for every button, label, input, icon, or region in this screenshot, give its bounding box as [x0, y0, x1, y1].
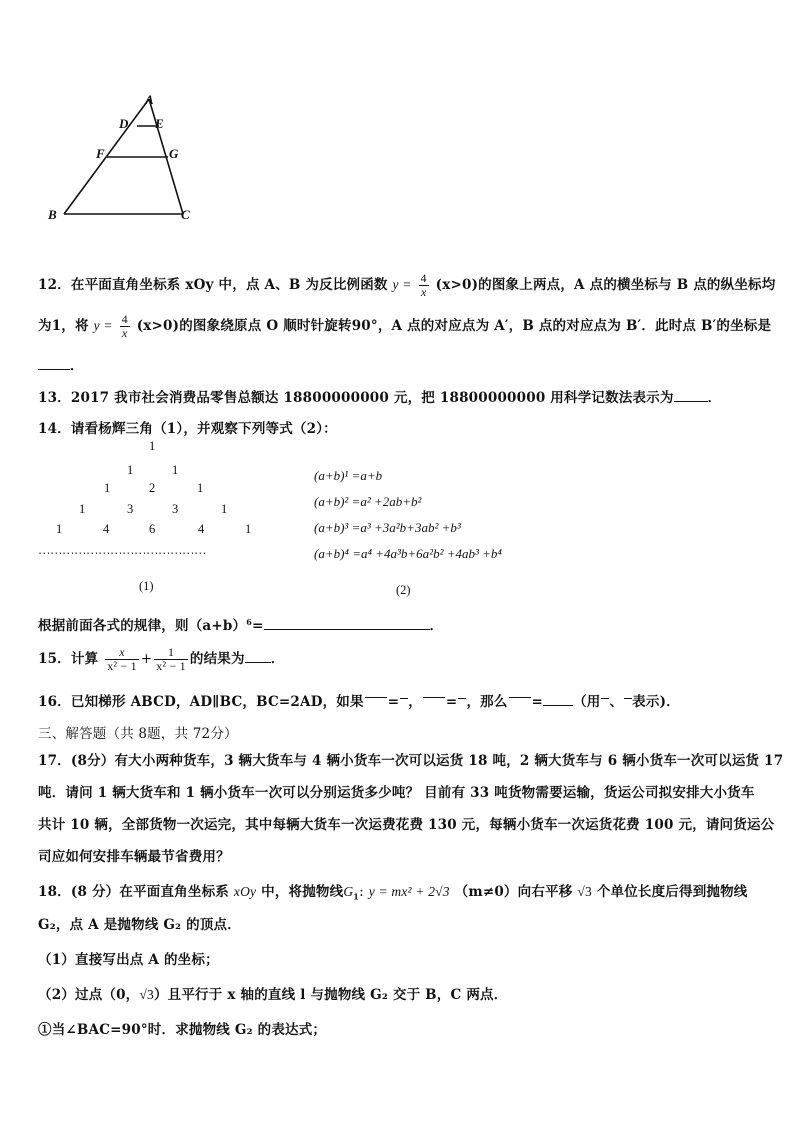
equation-2: (a+b)² =a² +2ab+b²: [314, 494, 422, 509]
pascal-cell: 1: [104, 481, 111, 495]
pascal-cell: 1: [56, 522, 63, 536]
pascal-dots: ……………………………………: [38, 543, 206, 557]
q15-suffix: 的结果为: [189, 651, 245, 667]
equation-3: (a+b)³ =a³ +3a²b+3ab² +b³: [314, 520, 461, 535]
q18-sub-1: （1）直接写出点 A 的坐标；: [38, 952, 219, 968]
pascal-cell: 1: [149, 439, 156, 453]
q12-line1: [38, 272, 775, 299]
pascal-cell: 1: [245, 522, 252, 536]
q12-text-d: (x>0)的图象绕原点 O 顺时针旋转90°，A 点的对应点为 A′，B 点的对应点为 B′．此时点 B′的坐标是: [136, 318, 772, 334]
q12-frac1-num: 4: [420, 271, 427, 285]
q15-end: ．: [270, 651, 285, 667]
q17-line-2: 吨．请问 1 辆大货车和 1 辆小货车一次可以分别运货多少吨？ 目前有 33 吨货物需要运输，货运公司拟安排大小货车: [38, 785, 755, 801]
q16-suffix2: 表示)．: [632, 694, 680, 710]
q16-prefix: 16．已知梯形 ABCD，AD∥BC，BC=2AD，如果: [38, 694, 364, 710]
q14-line: [38, 417, 337, 437]
q14-exponent: 6: [246, 617, 252, 627]
pascal-cell: 3: [172, 502, 179, 516]
q18-g1: G: [343, 884, 354, 899]
q18-shift: √3: [577, 884, 592, 899]
q12-line3: [38, 354, 84, 374]
q15-f1-den: x² − 1: [107, 659, 137, 673]
q15-plus: +: [140, 651, 153, 667]
q12-func-y: y =: [392, 277, 412, 292]
q18-xoy: xOy: [233, 884, 257, 899]
q14-question: [38, 614, 443, 634]
label-f: F: [96, 146, 105, 161]
vector-b-box-2: [624, 698, 632, 708]
q16-sep2: 、: [609, 694, 624, 710]
label-c: C: [181, 207, 190, 222]
q16-line: [38, 690, 680, 710]
equation-4: (a+b)⁴ =a⁴ +4a³b+6a²b² +4ab³ +b⁴: [314, 546, 502, 561]
q14-equals: =: [251, 618, 264, 634]
q17-line-4: 司应如何安排车辆最节省费用？: [38, 849, 230, 865]
q12-fraction-1: [419, 272, 429, 299]
q12-frac2-den: x: [121, 326, 128, 340]
q18-sub-2: [38, 983, 507, 1003]
q18-condition: （m≠0）向右平移: [454, 884, 573, 900]
label-e: E: [155, 116, 164, 131]
vector-cd-box: [509, 697, 531, 708]
q12-end: ．: [70, 358, 84, 374]
q12-text-c: 为1，将: [38, 318, 89, 334]
q14-answer-blank[interactable]: [264, 617, 430, 630]
triangle-figure: [40, 90, 210, 230]
q15-line: [38, 646, 284, 673]
q16-eq1: =: [387, 694, 400, 710]
q12-text-a: 12．在平面直角坐标系 xOy 中，点 A、B 为反比例函数: [38, 277, 388, 293]
q18-equation: y = mx² + 2√3: [368, 884, 450, 899]
equation-1: (a+b)¹ =a+b: [314, 468, 383, 483]
q14-question-text: 根据前面各式的规律，则（a+b）: [38, 618, 247, 634]
q17-line-1: 17．(8分）有大小两种货车，3 辆大货车与 4 辆小货车一次可以运货 18 吨，2 辆大货车与 6 辆小货车一次可以运货 17: [38, 753, 784, 769]
q15-answer-blank[interactable]: [245, 650, 271, 663]
q12-answer-blank[interactable]: [38, 357, 70, 370]
vector-ad-box: [365, 697, 387, 708]
q16-mid: ，那么: [466, 694, 508, 710]
q18-line-2: G₂，点 A 是抛物线 G₂ 的顶点．: [38, 917, 241, 933]
pascal-cell: 1: [221, 502, 228, 516]
q18-text-b: 中，将抛物线: [261, 884, 344, 900]
q15-f2-den: x² − 1: [156, 659, 186, 673]
q13-end: ．: [707, 390, 722, 406]
label-a: A: [145, 92, 154, 107]
q14-end: ．: [429, 618, 444, 634]
q16-eq3: =: [531, 694, 544, 710]
q18-sub2-root: √3: [139, 987, 154, 1002]
q13-text: 13．2017 我市社会消费品零售总额达 18800000000 元，把 18800000000 用科学记数法表示为: [38, 390, 674, 406]
q13-line: [38, 386, 721, 406]
q17-line-3: 共计 10 辆，全部货物一次运完，其中每辆大货车一次运费花费 130 元，每辆小货车一次运货花费 100 元，请问货运公: [38, 817, 775, 833]
q12-func-y-2: y =: [93, 318, 113, 333]
pascal-cell: 1: [197, 481, 204, 495]
q15-fraction-2: [154, 646, 188, 673]
q12-frac1-den: x: [420, 285, 427, 299]
section-title: 三、解答题（共 8题，共 72分）: [38, 726, 238, 742]
q12-line2: [38, 313, 771, 340]
label-g: G: [169, 146, 179, 161]
q18-line-1: 18．(8 分）在平面直角坐标系 xOy 中，将抛物线$G_1$: y = mx² + 2√3 （m≠0）向右平移 √3 个单位长度后得到抛物线: [38, 884, 748, 902]
pascal-cell: 3: [127, 502, 134, 516]
q18-sub2-a: （2）过点（0，: [38, 987, 140, 1003]
pascal-cell: 2: [149, 481, 156, 495]
caption-1: (1): [139, 579, 154, 593]
q12-text-b: (x>0)的图象上两点，A 点的横坐标与 B 点的纵坐标均: [435, 277, 776, 293]
q16-answer-blank[interactable]: [543, 693, 573, 706]
label-b: B: [48, 207, 57, 222]
q12-fraction-2: [120, 313, 130, 340]
q16-sep: ，: [408, 694, 422, 710]
q15-f1-num: x: [105, 646, 139, 660]
q16-suffix: （用: [573, 694, 601, 710]
q18-text-a: 18．(8 分）在平面直角坐标系: [38, 884, 229, 900]
caption-2: (2): [396, 583, 411, 597]
q16-eq2: =: [445, 694, 458, 710]
q12-frac2-num: 4: [121, 312, 128, 326]
pascal-cell: 1: [79, 502, 86, 516]
label-d: D: [119, 116, 129, 131]
pascal-cell: 4: [103, 522, 110, 536]
pascal-cell: 1: [127, 463, 134, 477]
q15-f2-num: 1: [154, 646, 188, 660]
q18-sub2-b: ）且平行于 x 轴的直线 l 与抛物线 G₂ 交于 B，C 两点．: [153, 987, 508, 1003]
vector-ab-box: [423, 697, 445, 708]
pascal-cell: 6: [149, 522, 156, 536]
q15-prefix: 15．计算: [38, 651, 99, 667]
q14-text: 14．请看杨辉三角（1），并观察下列等式（2）：: [38, 421, 337, 437]
q18-text-c: 个单位长度后得到抛物线: [596, 884, 748, 900]
q18-g1-sub: 1: [353, 891, 360, 902]
pascal-cell: 1: [172, 463, 179, 477]
pascal-cell: 4: [198, 522, 205, 536]
q15-fraction-1: [105, 646, 139, 673]
q18-sub-3: ①当∠BAC=90°时．求抛物线 G₂ 的表达式；: [38, 1022, 327, 1038]
q13-answer-blank[interactable]: [674, 389, 708, 402]
